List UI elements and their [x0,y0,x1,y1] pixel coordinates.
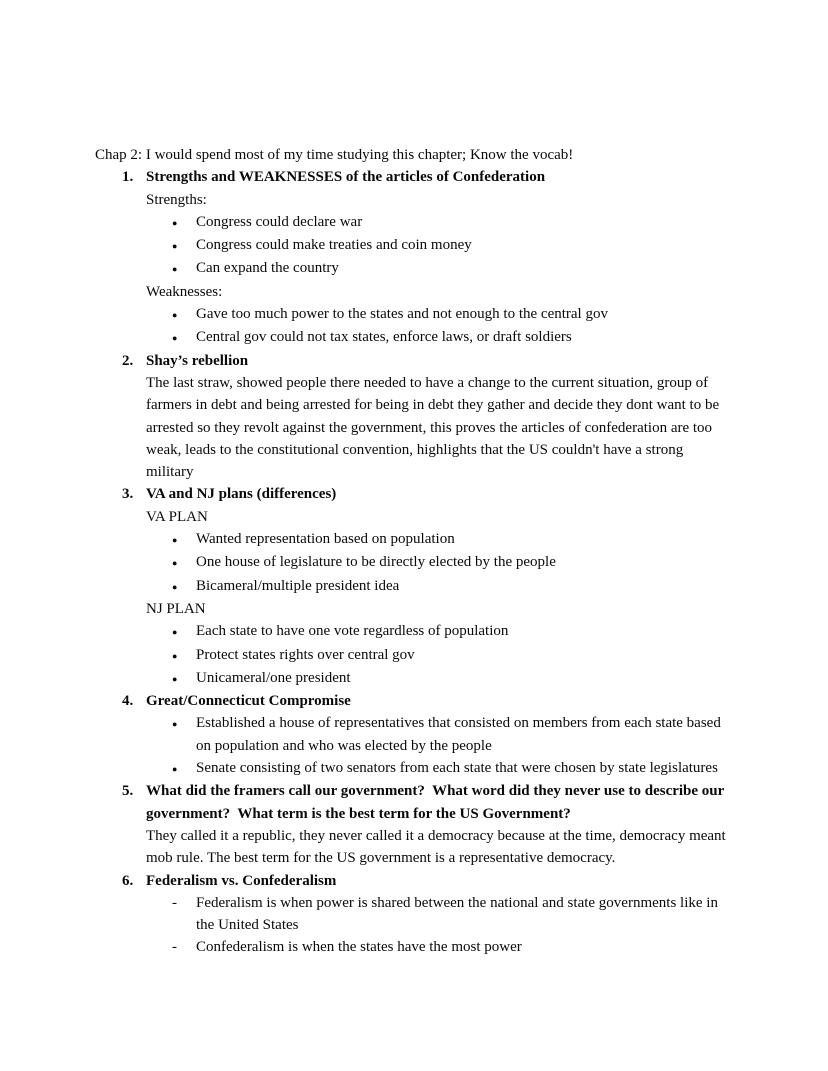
item-number: 2. [122,352,134,369]
item-heading-row [122,780,731,825]
bullet-item [172,326,731,349]
item-number: 6. [122,872,134,889]
bullet-item [172,757,731,780]
bullet-text: Gave too much power to the states and not enough to the central gov [196,306,608,323]
item-heading: Great/Connecticut Compromise [146,693,351,710]
bullet-icon: ● [172,581,178,592]
item-body [146,372,731,483]
list-item-2 [122,350,731,484]
bullet-icon: ● [172,217,178,228]
section-label: Strengths: [146,191,207,208]
dash-item [172,936,731,958]
dash-icon: - [172,894,177,911]
bullet-item [172,303,731,326]
bullet-text: Central gov could not tax states, enforce laws, or draft soldiers [196,329,572,346]
bullet-icon: ● [172,719,178,730]
bullet-item [172,551,731,574]
bullet-text: Wanted representation based on population [196,531,455,548]
list-item-1 [122,166,731,349]
dash-text: Confederalism is when the states have the most power [196,939,522,956]
bullet-item [172,644,731,667]
bullet-icon: ● [172,333,178,344]
bullet-text: Congress could declare war [196,213,363,230]
item-number: 3. [122,486,134,503]
dash-icon: - [172,939,177,956]
bullet-item [172,712,731,757]
bullet-icon: ● [172,764,178,775]
bullet-item [172,211,731,234]
item-body [146,825,731,870]
item-body [146,892,731,959]
item-heading-row [122,166,731,188]
bullet-text: Bicameral/multiple president idea [196,577,400,594]
item-number: 5. [122,783,134,800]
bullet-icon: ● [172,241,178,252]
list-item-6 [122,870,731,959]
bullet-item [172,257,731,280]
bullet-icon: ● [172,535,178,546]
item-body [146,189,731,350]
item-number: 4. [122,693,134,710]
dash-text: Federalism is when power is shared between the national and state governments like in the United States [196,894,718,934]
bullet-icon: ● [172,264,178,275]
item-heading: VA and NJ plans (differences) [146,486,337,503]
section-label: VA PLAN [146,508,208,525]
dash-item [172,892,731,937]
item-body [146,506,731,690]
bullet-item [172,528,731,551]
bullet-text: Can expand the country [196,260,339,277]
list-item-4 [122,690,731,780]
item-paragraph: The last straw, showed people there needed to have a change to the current situation, group of farmers in debt and being arrested for being in debt they gather and decide they dont want to be arrested so they revolt against the government, this proves the articles of confederation are too weak, leads to the constitutional convention, highlights that the US couldn't have a strong military [146,374,720,481]
item-number: 1. [122,169,134,186]
section-label: NJ PLAN [146,600,206,617]
bullet-text: One house of legislature to be directly elected by the people [196,554,556,571]
bullet-text: Unicameral/one president [196,669,351,686]
bullet-icon: ● [172,673,178,684]
bullet-icon: ● [172,627,178,638]
item-heading: Federalism vs. Confederalism [146,872,337,889]
bullet-item [172,667,731,690]
section-label: Weaknesses: [146,283,223,300]
bullet-text: Each state to have one vote regardless of population [196,623,509,640]
bullet-text: Protect states rights over central gov [196,646,415,663]
item-heading: What did the framers call our government? What word did they never use to describe our government? What term is the best term for the US Government? [146,783,728,822]
item-heading-row [122,350,731,372]
item-heading: Strengths and WEAKNESSES of the articles of Confederation [146,169,546,186]
item-heading-row [122,483,731,505]
bullet-item [172,620,731,643]
list-item-5 [122,780,731,869]
bullet-icon: ● [172,650,178,661]
item-heading-row [122,870,731,892]
item-paragraph: They called it a republic, they never called it a democracy because at the time, democracy meant mob rule. The best term for the US government is a representative democracy. [146,827,726,867]
bullet-icon: ● [172,558,178,569]
bullet-text: Senate consisting of two senators from each state that were chosen by state legislatures [196,760,718,777]
bullet-item [172,575,731,598]
bullet-text: Established a house of representatives that consisted on members from each state based on population and who was elected by the people [196,715,721,754]
intro-line: Chap 2: I would spend most of my time studying this chapter; Know the vocab! [95,147,574,163]
bullet-item [172,234,731,257]
bullet-icon: ● [172,310,178,321]
item-body [146,712,731,780]
bullet-text: Congress could make treaties and coin money [196,237,472,254]
item-heading-row [122,690,731,712]
item-heading: Shay’s rebellion [146,352,249,369]
list-item-3 [122,483,731,690]
